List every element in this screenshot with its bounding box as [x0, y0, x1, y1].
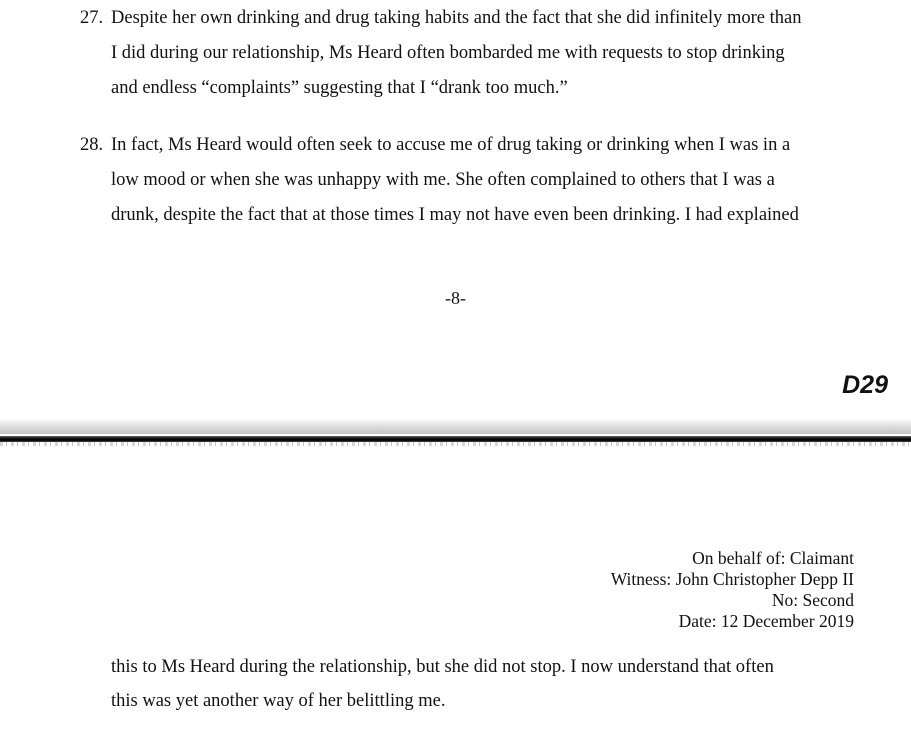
paragraph-line: this was yet another way of her belittling me.: [111, 691, 446, 711]
header-statement-number: No: Second: [771, 590, 854, 610]
paragraph-line: and endless “complaints” suggesting that I “drank too much.”: [111, 78, 568, 98]
exhibit-label: D29: [842, 371, 888, 399]
header-witness: Witness: John Christopher Depp II: [610, 569, 854, 589]
paragraph-line: drunk, despite the fact that at those times I may not have even been drinking. I had explained: [111, 205, 799, 225]
paragraph-number: 28.: [80, 135, 104, 155]
document-header: [611, 548, 854, 632]
page-break-shadow: [0, 418, 911, 434]
paragraph-line: I did during our relationship, Ms Heard often bombarded me with requests to stop drinking: [111, 43, 785, 63]
paragraph-line: Despite her own drinking and drug taking habits and the fact that she did infinitely more than: [111, 8, 802, 28]
paragraph-number: 27.: [80, 8, 104, 28]
paragraph-line: In fact, Ms Heard would often seek to accuse me of drug taking or drinking when I was in a: [111, 135, 791, 155]
page-break-scan-noise: [0, 442, 911, 446]
page-number: -8-: [445, 288, 466, 308]
paragraph-line: this to Ms Heard during the relationship, but she did not stop. I now understand that often: [111, 657, 774, 677]
header-date: Date: 12 December 2019: [678, 611, 854, 631]
paragraph-line: low mood or when she was unhappy with me. She often complained to others that I was a: [111, 170, 775, 190]
header-on-behalf-of: On behalf of: Claimant: [692, 548, 854, 568]
